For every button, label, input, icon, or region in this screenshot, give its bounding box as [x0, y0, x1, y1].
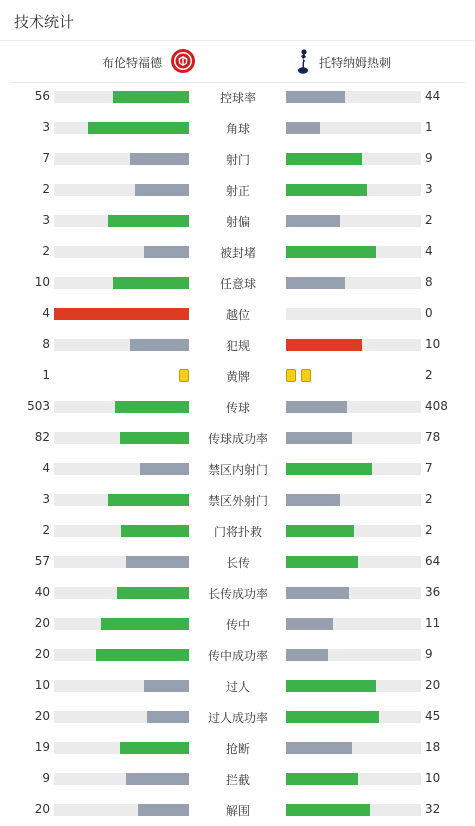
stat-row	[0, 81, 475, 112]
away-stat-value: 2	[425, 368, 433, 382]
home-stat-value: 4	[42, 306, 50, 320]
stat-label: 抢断	[225, 742, 250, 756]
away-bar-fill	[286, 215, 340, 227]
stat-row	[0, 360, 475, 391]
stat-label: 黄牌	[225, 370, 250, 384]
stat-row	[0, 391, 475, 422]
stat-label: 射门	[225, 153, 250, 167]
away-bar-track	[286, 742, 421, 754]
home-team-name: 布伦特福德	[102, 55, 163, 70]
away-stat-value: 4	[425, 244, 433, 258]
stat-row	[0, 701, 475, 732]
away-bar-track	[286, 277, 421, 289]
home-bar-track	[54, 277, 189, 289]
home-bar-fill	[54, 308, 189, 320]
home-bar-fill	[144, 680, 189, 692]
away-bar-fill	[286, 525, 354, 537]
away-team-name: 托特纳姆热刺	[319, 55, 392, 70]
brentford-crest-icon	[170, 48, 196, 77]
home-bar-track	[54, 401, 189, 413]
home-bar-fill	[138, 804, 189, 816]
home-bar-fill	[130, 339, 189, 351]
home-bar-fill	[113, 91, 189, 103]
away-bar-track	[286, 618, 421, 630]
home-stat-value: 3	[42, 120, 50, 134]
away-bar-track	[286, 246, 421, 258]
home-stat-value: 20	[34, 709, 50, 723]
team-header	[0, 44, 475, 80]
away-stat-value: 11	[425, 616, 441, 630]
stat-label: 射正	[225, 184, 250, 198]
stat-label: 拦截	[225, 773, 250, 787]
away-bar-track	[286, 122, 421, 134]
away-stat-value: 64	[425, 554, 441, 568]
home-bar-fill	[121, 525, 189, 537]
yellow-card-icon	[286, 369, 296, 382]
away-stat-value: 8	[425, 275, 433, 289]
home-bar-fill	[130, 153, 189, 165]
home-stat-value: 82	[34, 430, 50, 444]
home-bar-fill	[135, 184, 189, 196]
home-bar-fill	[120, 742, 189, 754]
home-bar-fill	[88, 122, 189, 134]
home-bar-track	[54, 463, 189, 475]
away-bar-fill	[286, 277, 345, 289]
away-stat-value: 45	[425, 709, 441, 723]
stat-label: 角球	[225, 122, 250, 136]
stat-row	[0, 143, 475, 174]
stat-row	[0, 794, 475, 825]
away-bar-fill	[286, 246, 376, 258]
stat-label: 禁区外射门	[207, 494, 268, 508]
away-bar-fill	[286, 494, 340, 506]
home-stat-value: 19	[34, 740, 50, 754]
stat-label: 控球率	[219, 91, 256, 105]
home-bar-track	[54, 246, 189, 258]
away-bar-track	[286, 91, 421, 103]
stat-label: 长传	[225, 556, 250, 570]
stat-label: 传球	[225, 401, 250, 415]
home-bar-fill	[96, 649, 189, 661]
stat-label: 禁区内射门	[207, 463, 268, 477]
away-bar-track	[286, 649, 421, 661]
stat-label: 传中成功率	[207, 649, 268, 663]
home-bar-fill	[144, 246, 189, 258]
home-stat-value: 2	[42, 182, 50, 196]
away-bar-fill	[286, 184, 367, 196]
home-stat-value: 3	[42, 492, 50, 506]
page-title: 技术统计	[14, 13, 75, 31]
away-stat-value: 0	[425, 306, 433, 320]
home-bar-fill	[147, 711, 189, 723]
stat-label: 传中	[225, 618, 250, 632]
away-bar-track	[286, 308, 421, 320]
yellow-card-icon	[301, 369, 311, 382]
stat-label: 越位	[225, 308, 250, 322]
away-bar-track	[286, 556, 421, 568]
stat-row	[0, 267, 475, 298]
away-stat-value: 18	[425, 740, 441, 754]
away-bar-track	[286, 339, 421, 351]
stat-row	[0, 670, 475, 701]
home-bar-fill	[113, 277, 189, 289]
away-bar-fill	[286, 742, 352, 754]
home-stat-value: 7	[42, 151, 50, 165]
away-bar-track	[286, 525, 421, 537]
home-stat-value: 503	[27, 399, 50, 413]
home-bar-track	[54, 618, 189, 630]
away-bar-fill	[286, 91, 345, 103]
home-bar-track	[54, 525, 189, 537]
yellow-card-icon	[179, 369, 189, 382]
home-bar-track	[54, 308, 189, 320]
away-stat-value: 78	[425, 430, 441, 444]
away-bar-fill	[286, 804, 370, 816]
away-stat-value: 2	[425, 523, 433, 537]
away-bar-track	[286, 711, 421, 723]
stat-label: 任意球	[219, 277, 256, 291]
stat-label: 长传成功率	[207, 587, 268, 601]
away-bar-track	[286, 804, 421, 816]
home-stat-value: 56	[34, 89, 50, 103]
away-bar-fill	[286, 339, 362, 351]
away-stat-value: 408	[425, 399, 448, 413]
stat-row	[0, 205, 475, 236]
home-bar-track	[54, 711, 189, 723]
away-stat-value: 7	[425, 461, 433, 475]
home-bar-track	[54, 587, 189, 599]
away-bar-fill	[286, 463, 372, 475]
away-bar-fill	[286, 649, 328, 661]
home-bar-fill	[126, 773, 189, 785]
home-bar-track	[54, 494, 189, 506]
away-bar-track	[286, 432, 421, 444]
home-stat-value: 20	[34, 802, 50, 816]
home-bar-track	[54, 649, 189, 661]
away-bar-track	[286, 401, 421, 413]
title-divider	[0, 40, 475, 41]
stat-label: 过人成功率	[207, 711, 268, 725]
away-stat-value: 1	[425, 120, 433, 134]
away-stat-value: 32	[425, 802, 441, 816]
away-stat-value: 3	[425, 182, 433, 196]
home-team[interactable]	[102, 44, 196, 80]
home-bar-fill	[108, 494, 189, 506]
away-stat-value: 2	[425, 492, 433, 506]
away-bar-track	[286, 153, 421, 165]
away-bar-fill	[286, 432, 352, 444]
away-stat-value: 9	[425, 647, 433, 661]
home-bar-fill	[140, 463, 189, 475]
home-bar-track	[54, 122, 189, 134]
home-bar-track	[54, 773, 189, 785]
home-bar-track	[54, 339, 189, 351]
home-bar-fill	[126, 556, 189, 568]
home-bar-track	[54, 556, 189, 568]
away-bar-track	[286, 215, 421, 227]
home-bar-track	[54, 804, 189, 816]
away-team[interactable]	[293, 44, 391, 80]
away-bar-track	[286, 184, 421, 196]
stat-row	[0, 422, 475, 453]
home-stat-value: 10	[34, 275, 50, 289]
stat-row	[0, 112, 475, 143]
home-bar-track	[54, 91, 189, 103]
away-bar-fill	[286, 401, 347, 413]
home-bar-track	[54, 432, 189, 444]
stat-row	[0, 329, 475, 360]
away-bar-fill	[286, 711, 379, 723]
stat-row	[0, 515, 475, 546]
home-stat-value: 57	[34, 554, 50, 568]
stat-label: 解围	[225, 804, 250, 818]
away-bar-fill	[286, 587, 349, 599]
stat-row	[0, 546, 475, 577]
away-stat-value: 10	[425, 337, 441, 351]
home-bar-track	[54, 215, 189, 227]
home-bar-fill	[120, 432, 189, 444]
home-card-area	[54, 370, 189, 382]
away-stat-value: 2	[425, 213, 433, 227]
stat-row	[0, 174, 475, 205]
away-card-area	[286, 370, 421, 382]
home-bar-track	[54, 184, 189, 196]
stat-row	[0, 763, 475, 794]
stat-label: 传球成功率	[207, 432, 268, 446]
away-bar-track	[286, 680, 421, 692]
stat-row	[0, 236, 475, 267]
home-stat-value: 3	[42, 213, 50, 227]
stat-row	[0, 639, 475, 670]
away-bar-track	[286, 587, 421, 599]
away-bar-fill	[286, 153, 362, 165]
home-bar-track	[54, 680, 189, 692]
home-stat-value: 10	[34, 678, 50, 692]
away-bar-fill	[286, 618, 333, 630]
stat-row	[0, 577, 475, 608]
away-bar-fill	[286, 122, 320, 134]
away-bar-track	[286, 463, 421, 475]
away-stat-value: 44	[425, 89, 441, 103]
stat-row	[0, 732, 475, 763]
away-bar-fill	[286, 556, 358, 568]
stat-label: 犯规	[225, 339, 250, 353]
away-stat-value: 9	[425, 151, 433, 165]
home-stat-value: 2	[42, 523, 50, 537]
home-bar-fill	[108, 215, 189, 227]
stat-label: 射偏	[225, 215, 250, 229]
home-bar-fill	[101, 618, 189, 630]
away-bar-track	[286, 494, 421, 506]
stat-label: 被封堵	[219, 246, 256, 260]
home-stat-value: 2	[42, 244, 50, 258]
home-bar-track	[54, 153, 189, 165]
stat-row	[0, 298, 475, 329]
home-stat-value: 8	[42, 337, 50, 351]
stat-row	[0, 453, 475, 484]
stat-label: 过人	[225, 680, 250, 694]
home-bar-fill	[117, 587, 189, 599]
home-bar-fill	[115, 401, 189, 413]
home-stat-value: 9	[42, 771, 50, 785]
home-stat-value: 40	[34, 585, 50, 599]
home-stat-value: 4	[42, 461, 50, 475]
home-stat-value: 1	[42, 368, 50, 382]
away-stat-value: 36	[425, 585, 441, 599]
stats-list	[0, 81, 475, 825]
tottenham-crest-icon	[293, 47, 313, 78]
stat-row	[0, 608, 475, 639]
home-stat-value: 20	[34, 647, 50, 661]
stat-label: 门将扑救	[213, 525, 262, 539]
away-stat-value: 10	[425, 771, 441, 785]
away-bar-track	[286, 773, 421, 785]
home-bar-track	[54, 742, 189, 754]
away-bar-fill	[286, 680, 376, 692]
stat-row	[0, 484, 475, 515]
away-bar-fill	[286, 773, 358, 785]
away-stat-value: 20	[425, 678, 441, 692]
home-stat-value: 20	[34, 616, 50, 630]
